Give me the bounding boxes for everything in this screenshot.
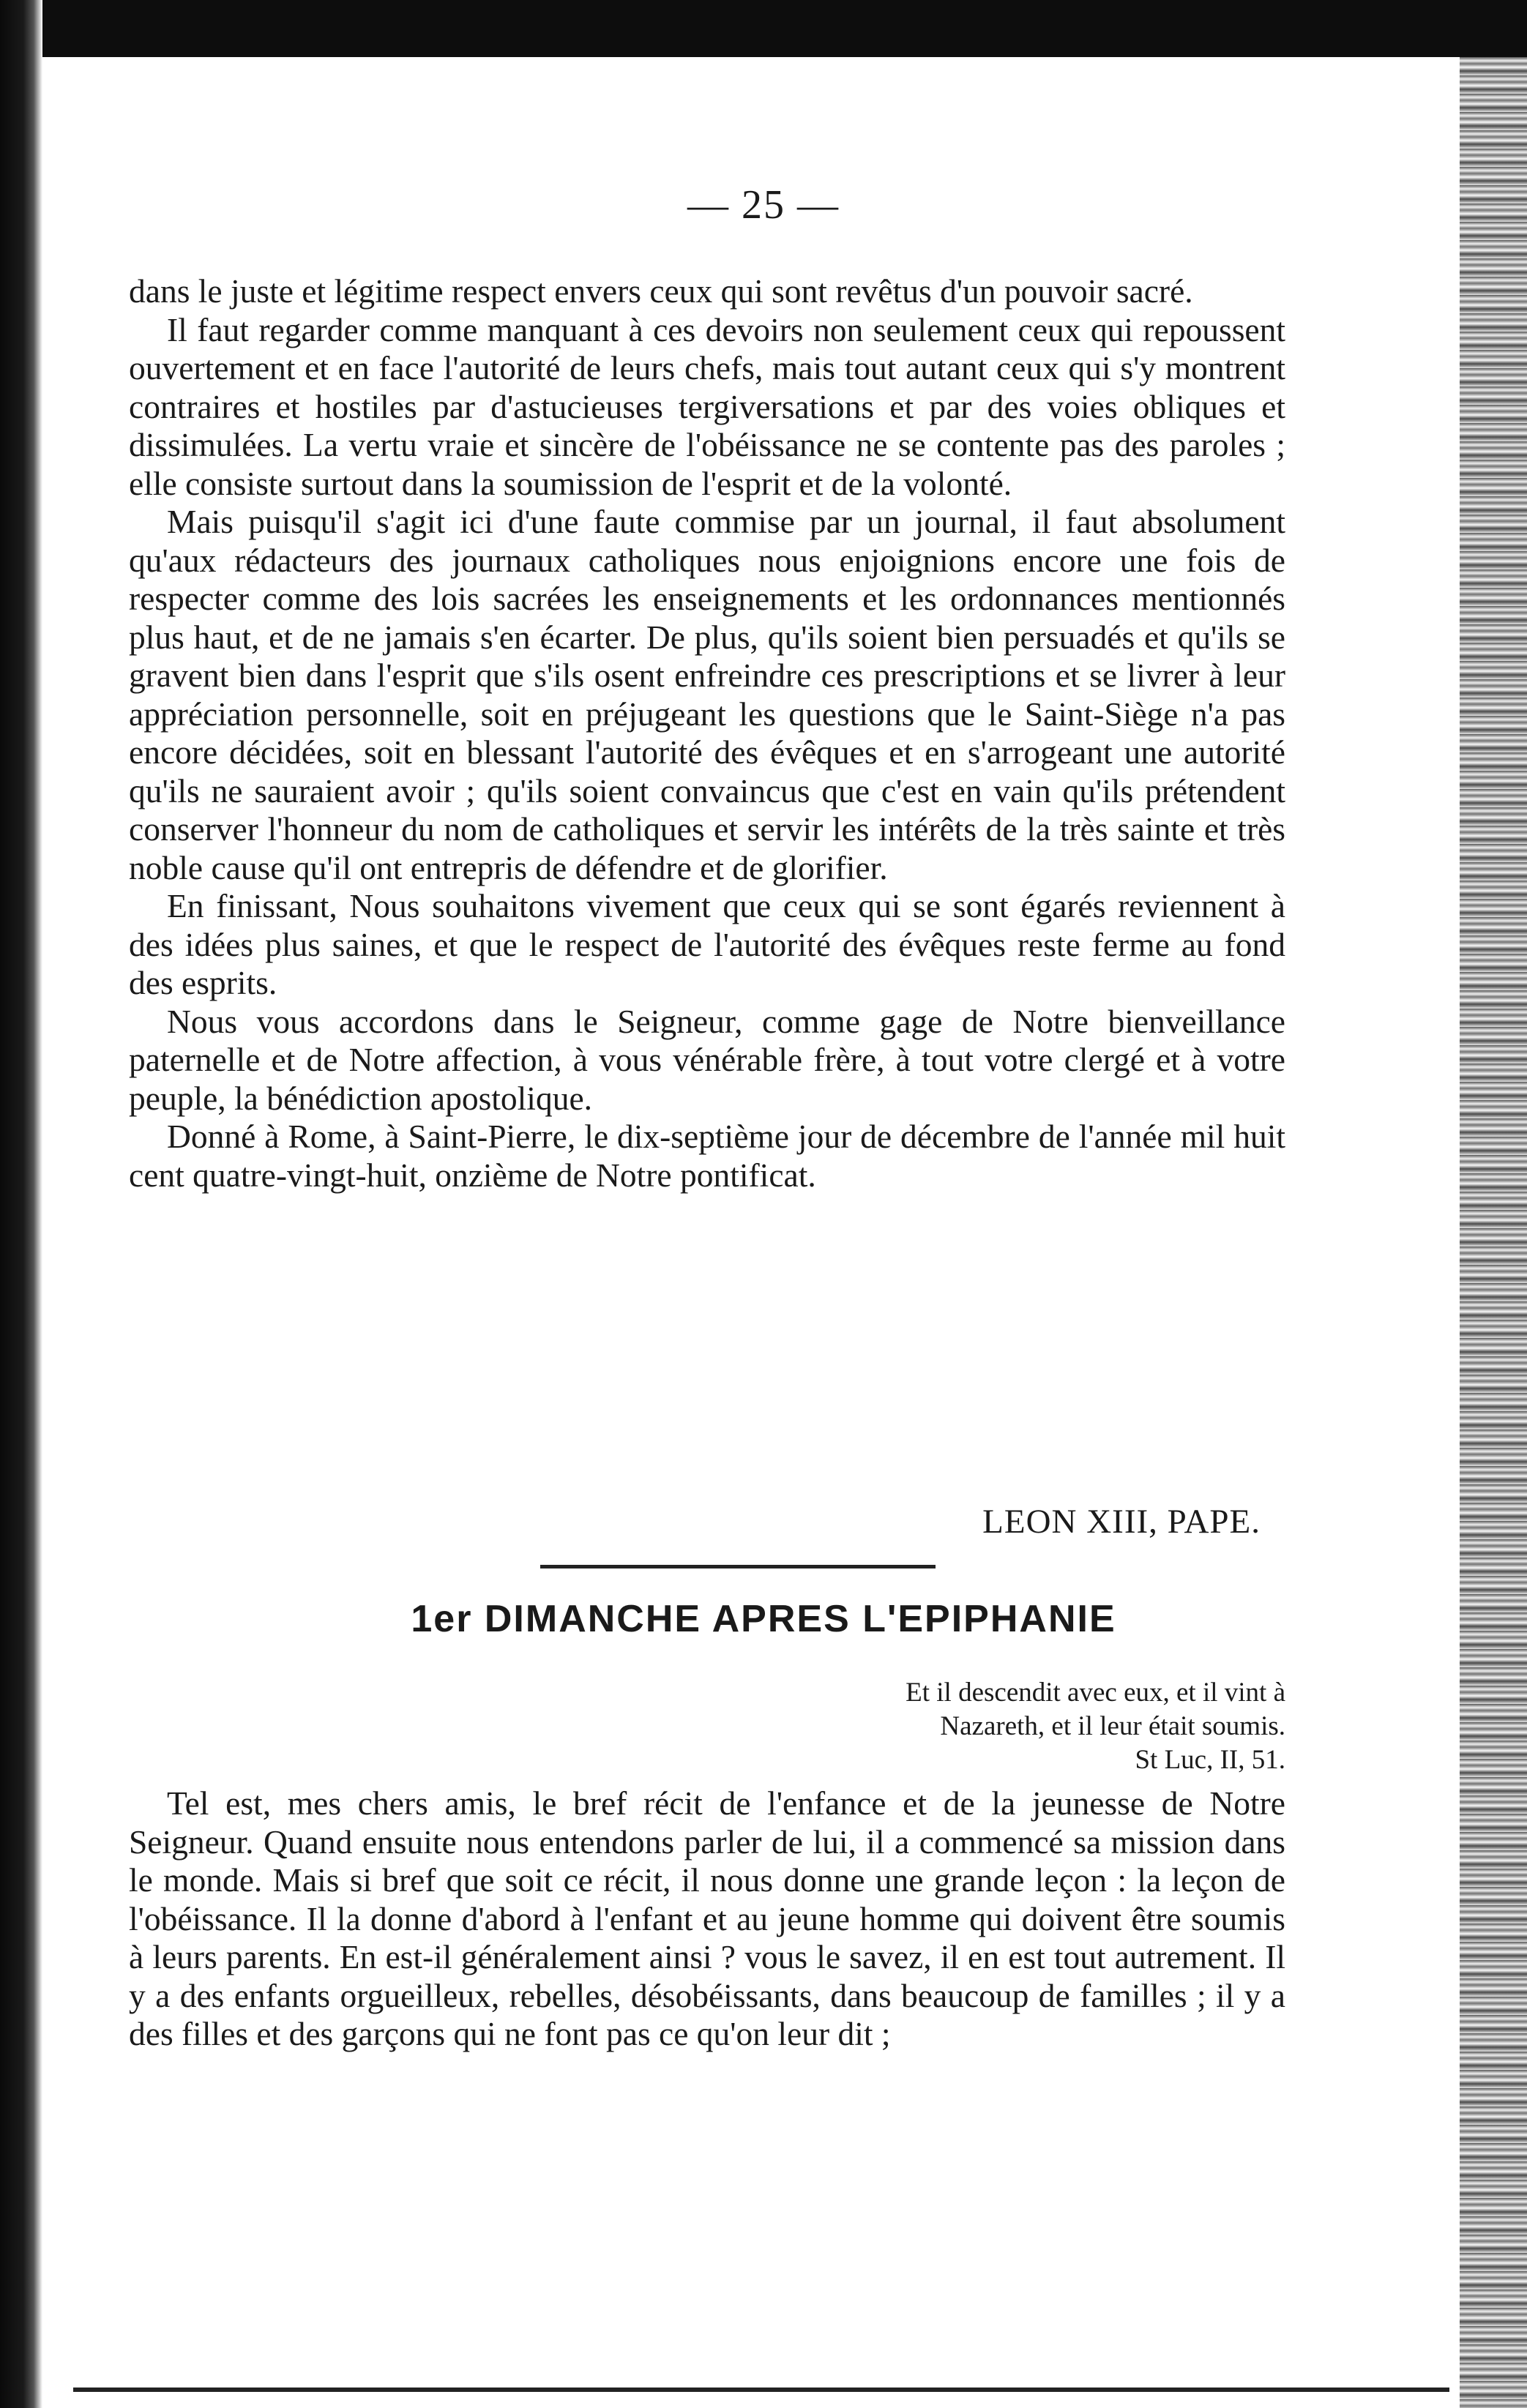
epigraph-line: Et il descendit avec eux, et il vint à bbox=[906, 1678, 1285, 1708]
signature: LEON XIII, PAPE. bbox=[982, 1503, 1261, 1541]
epigraph bbox=[906, 1676, 1285, 1777]
epigraph-citation: St Luc, II, 51. bbox=[1135, 1745, 1285, 1775]
epigraph-line: Nazareth, et il leur était soumis. bbox=[940, 1711, 1285, 1741]
section-divider bbox=[540, 1565, 936, 1568]
paragraph: Tel est, mes chers amis, le bref récit de l'enfance et de la jeunesse de Notre Seigneur. Quand ensuite nous entendons parler de lui, il a commencé sa mission dans le monde. Mais si bref que soit ce récit, il nous donne une grande leçon : la leçon de l'obéissance. Il la donne d'abord à l'enfant et au jeune homme qui doivent être soumis à leurs parents. En est-il généralement ainsi ? vous le savez, il en est tout autrement. Il y a des enfants orgueilleux, rebelles, désobéissants, dans beaucoup de familles ; il y a des filles et des garçons qui ne font pas ce qu'on leur dit ; bbox=[129, 1784, 1285, 2052]
scan-edge-right bbox=[1460, 57, 1527, 2408]
paragraph: dans le juste et légitime respect envers ceux qui sont revêtus d'un pouvoir sacré. bbox=[129, 272, 1193, 310]
paragraph: Donné à Rome, à Saint-Pierre, le dix-septième jour de décembre de l'année mil huit cent quatre-vingt-huit, onzième de Notre pontificat. bbox=[129, 1118, 1285, 1194]
sermon-body bbox=[129, 1784, 1285, 2054]
page-number: — 25 — bbox=[687, 182, 840, 228]
paragraph: Nous vous accordons dans le Seigneur, comme gage de Notre bienveillance paternelle et de Notre affection, à vous vénérable frère, à tout votre clergé et à votre peuple, la bénédiction apostolique. bbox=[129, 1002, 1285, 1117]
scan-border-bottom bbox=[73, 2388, 1449, 2392]
letter-body bbox=[129, 272, 1285, 1194]
paragraph: Il faut regarder comme manquant à ces devoirs non seulement ceux qui repoussent ouvertement et en face l'autorité de leurs chefs, mais tout autant ceux qui s'y montrent contraires et hostiles par d'astucieuses tergiversations et par des voies obliques et dissimulées. La vertu vraie et sincère de l'obéissance ne se contente pas des paroles ; elle consiste surtout dans la soumission de l'esprit et de la volonté. bbox=[129, 310, 1285, 502]
paragraph: Mais puisqu'il s'agit ici d'une faute commise par un journal, il faut absolument qu'aux rédacteurs des journaux catholiques nous enjoignions encore une fois de respecter comme des lois sacrées les enseignements et les ordonnances mentionnés plus haut, et de ne jamais s'en écarter. De plus, qu'ils soient bien persuadés et qu'ils se gravent bien dans l'esprit que s'ils osent enfreindre ces prescriptions et se livrer à leur appréciation personnelle, soit en préjugeant les questions que le Saint-Siège n'a pas encore décidées, soit en blessant l'autorité des évêques et en s'arrogeant une autorité qu'ils ne sauraient avoir ; qu'ils soient convaincus que c'est en vain qu'ils prétendent conserver l'honneur du nom de catholiques et servir les intérêts de la très sainte et très noble cause qu'il ont entrepris de défendre et de glorifier. bbox=[129, 503, 1285, 886]
scan-border-left bbox=[0, 0, 42, 2408]
paragraph: En finissant, Nous souhaitons vivement que ceux qui se sont égarés reviennent à des idées plus saines, et que le respect de l'autorité des évêques reste ferme au fond des esprits. bbox=[129, 887, 1285, 1001]
scan-border-top bbox=[0, 0, 1527, 57]
section-heading: 1er DIMANCHE APRES L'EPIPHANIE bbox=[411, 1598, 1116, 1640]
